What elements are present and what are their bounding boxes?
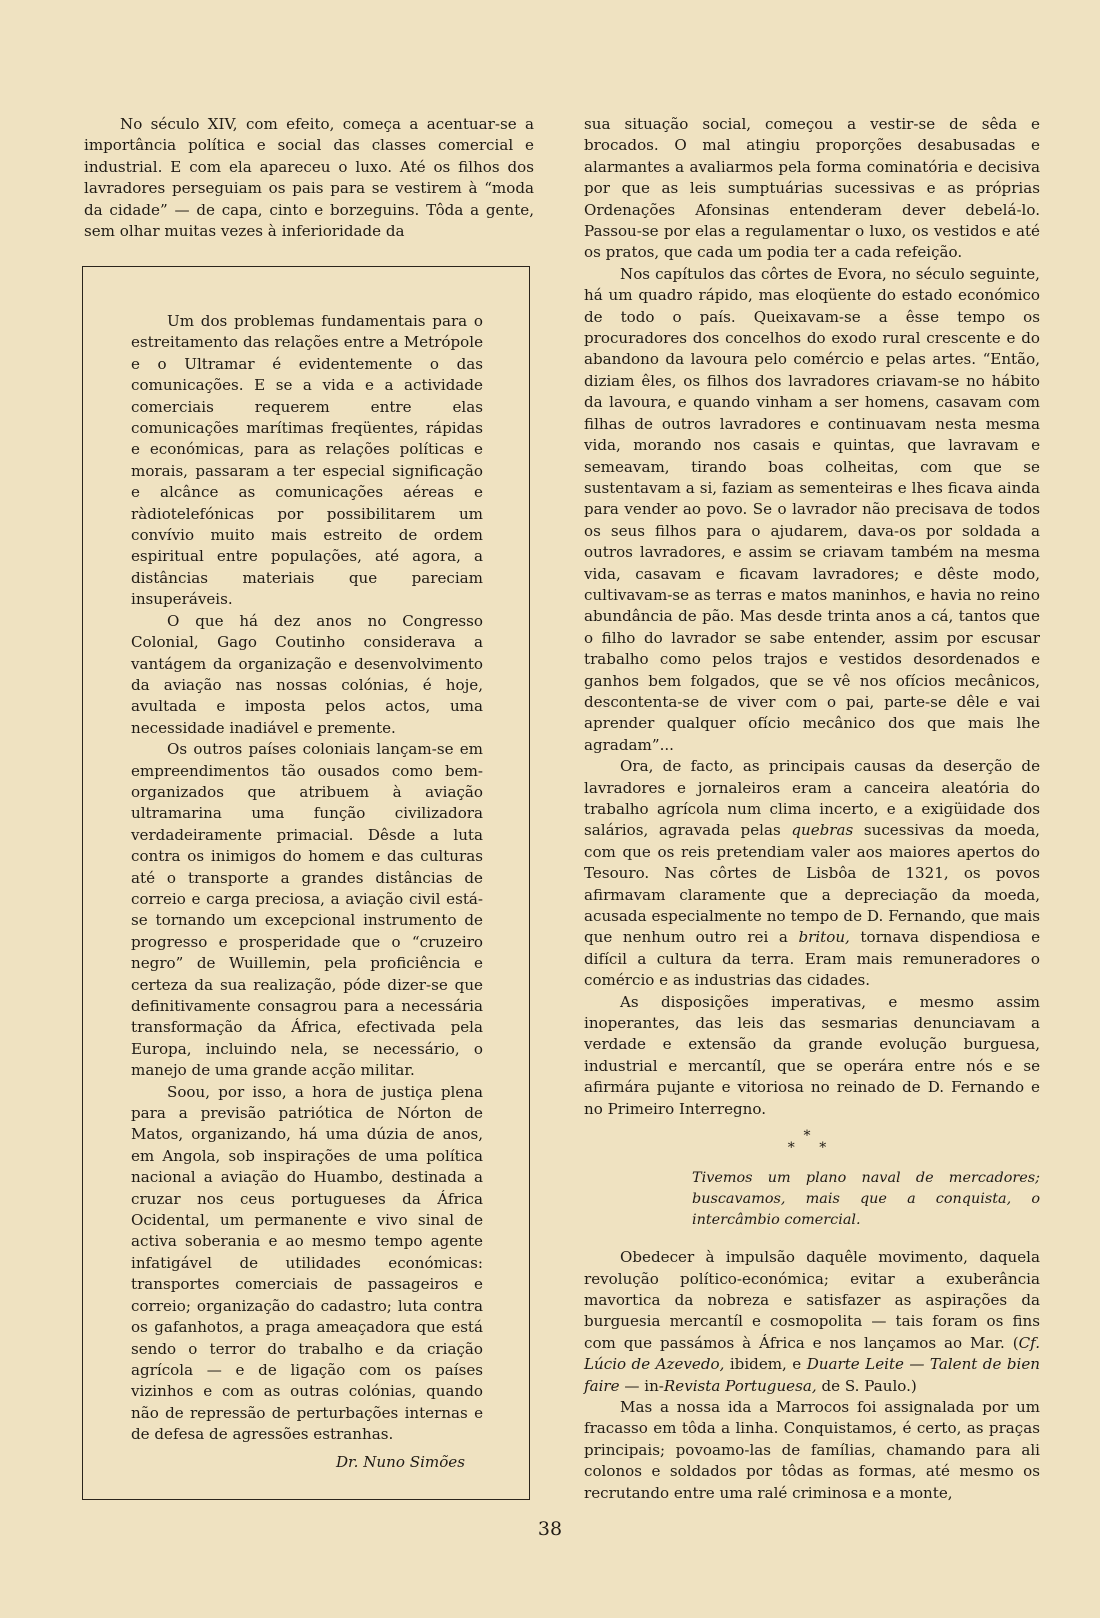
p5-text-c: — in- [619, 1376, 664, 1395]
p3-italic-quebras: quebras [791, 821, 854, 840]
p3-italic-britou: britou, [798, 928, 850, 947]
right-paragraph-1: sua situação social, começou a vestir-se de sêda e brocados. O mal atingiu proporções desabusadas e alarmantes a avaliarmos pela forma cominatória e decisiva por que as leis sumptuárias sucessivas e as próprias Ordenações Afonsinas entenderam dever debelá-lo. Passou-se por elas a regulamentar o luxo, os vestidos e até os pratos, que cada um podia ter a cada refeição. [584, 115, 1040, 262]
boxed-article [82, 266, 530, 1500]
right-paragraph-6: Mas a nossa ida a Marrocos foi assignalada por um fracasso em tôda a linha. Conquistamos, é certo, as praças principais; povoamo-las de famílias, chamando para ali colonos e soldados por tôdas as formas, até mesmo os recrutando entre uma ralé criminosa e a monte, [584, 1397, 1040, 1502]
right-paragraph-4: As disposições imperativas, e mesmo assim inoperantes, das leis das sesmarias denunciavam a verdade e extensão da grande evolução burguesa, industrial e mercantíl, que se operára entre nós e se afirmára pujante e vitoriosa no reinado de D. Fernando e no Primeiro Interregno. [584, 992, 1040, 1118]
right-paragraph-2: Nos capítulos das côrtes de Evora, no século seguinte, há um quadro rápido, mas eloqüente do estado económico de todo o país. Queixavam-se a êsse tempo os procuradores dos concelhos do exodo rural crescente e do abandono da lavoura pelo comércio e pelas artes. “Então, diziam êles, os filhos dos lavradores criavam-se no hábito da lavoura, e quando vinham a ser homens, casavam com filhas de outros lavradores e continuavam nesta mesma vida, morando nos casais e quintas, que lavravam e semeavam, tirando boas colheitas, com que se sustentavam a si, faziam as sementeiras e lhes ficava ainda para vender ao povo. Se o lavrador não precisava de todos os seus filhos para o ajudarem, dava-os por soldada a outros lavradores, e assim se criavam também na mesma vida, casavam e ficavam lavradores; e dêste modo, cultivavam-se as terras e matos maninhos, e havia no reino abundância de pão. Mas desde trinta anos a cá, tantos que o filho do lavrador se sabe entender, assim por escusar trabalho como pelos trajos e vestidos desordenados e ganhos bem folgados, que se vê nos ofícios mecânicos, descontenta-se de viver com o pai, parte-se dêle e vai aprender qualquer ofício mecânico dos que mais lhe agradam”... [584, 264, 1040, 754]
p5-text-a: Obedecer à impulsão daquêle movimento, daquela revolução político-económica; evitar a exuberância mavortica da nobreza e satisfazer as aspirações da burguesia mercantíl e cosmopolita — tais foram os fins com que passámos à África e nos lançamos ao Mar. ( [584, 1248, 1040, 1352]
p5-text-b: ibidem, e [724, 1355, 807, 1374]
p5-italic-duarte: Duarte Leite — Talent de bien faire [584, 1355, 1040, 1395]
p3-text-b: sucessivas da moeda, com que os reis pretendiam valer aos maiores apertos do Tesouro. Nas côrtes de Lisbôa de 1321, os povos afirmavam claramente que a depreciação da moeda, acusada especialmente no tempo de D. Fernando, que mais que nenhum outro rei a [584, 821, 1040, 947]
boxed-article-text [131, 311, 483, 1473]
boxed-paragraph-3: Os outros países coloniais lançam-se em empreendimentos tão ousados como bem-organizados que atribuem à aviação ultramarina uma função civilizadora verdadeiramente primacial. Dêsde a luta contra os inimigos do homem e das culturas até o transporte a grandes distâncias de correio e carga preciosa, a aviação civil está-se tornando um excepcional instrumento de progresso e prosperidade que o “cruzeiro negro” de Wuillemin, pela proficiência e certeza da sua realização, póde dizer-se que definitivamente consagrou para a necessária transformação da África, efectivada pela Europa, incluindo nela, se necessário, o manejo de uma grande acção militar. [131, 740, 483, 1080]
page-number: 38 [537, 1518, 563, 1540]
boxed-paragraph-4: Soou, por isso, a hora de justiça plena para a previsão patriótica de Nórton de Matos, organizando, há uma dúzia de anos, em Angola, sob inspirações de uma política nacional a aviação do Huambo, destinada a cruzar nos ceus portugueses da África Ocidental, um permanente e vivo sinal de activa soberania e ao mesmo tempo agente infatigável de utilidades económicas: transportes comerciais de passageiros e correio; organização do cadastro; luta contra os gafanhotos, a praga ameaçadora que está sendo o terror do trabalho e da criação agrícola — e de ligação com os países vizinhos e com as outras colónias, quando não de repressão de perturbações internas e de defesa de agressões estranhas. [131, 1082, 483, 1444]
right-paragraph-5 [584, 1247, 1040, 1397]
right-column [584, 114, 1040, 1504]
asterism-top: * [803, 1128, 821, 1145]
right-paragraph-3 [584, 756, 1040, 991]
left-column [84, 114, 534, 242]
epigraph: Tivemos um plano naval de mercadores; buscavamos, mais que a conquista, o intercâmbio comercial. [692, 1170, 1040, 1229]
asterism-bottom: * * [787, 1140, 837, 1157]
section-divider-asterism [584, 1128, 1040, 1157]
p5-italic-cf: Cf. Lúcio de Azevedo, [584, 1333, 1040, 1374]
author-signature: Dr. Nuno Simões [335, 1452, 465, 1471]
p3-text-a: Ora, de facto, as principais causas da deserção de lavradores e jornaleiros eram a canceira aleatória do trabalho agrícola num clima incerto, e a exigüidade dos salários, agravada pelas [584, 757, 1040, 840]
boxed-paragraph-2: O que há dez anos no Congresso Colonial, Gago Coutinho considerava a vantágem da organização e desenvolvimento da aviação nas nossas colónias, é hoje, avultada e imposta pelos actos, uma necessidade inadiável e premente. [131, 611, 483, 737]
p3-text-c: tornava dispendiosa e difícil a cultura da terra. Eram mais remuneradores o comércio e as industrias das cidades. [584, 928, 1040, 990]
p5-italic-revista: Revista Portuguesa, [663, 1376, 817, 1395]
boxed-paragraph-1: Um dos problemas fundamentais para o estreitamento das relações entre a Metrópole e o Ultramar é evidentemente o das comunicações. E se a vida e a actividade comerciais requerem entre elas comunicações marítimas freqüentes, rápidas e económicas, para as relações políticas e morais, passaram a ter especial significação e alcânce as comunicações aéreas e ràdiotelefónicas por possibilitarem um convívio muito mais estreito de ordem espiritual entre populações, até agora, a distâncias materiais que pareciam insuperáveis. [131, 312, 483, 609]
intro-paragraph: No século XIV, com efeito, começa a acentuar-se a importância política e social das classes comercial e industrial. E com ela apareceu o luxo. Até os filhos dos lavradores perseguiam os pais para se vestirem à “moda da cidade” — de capa, cinto e borzeguins. Tôda a gente, sem olhar muitas vezes à inferioridade da [84, 115, 534, 241]
p5-text-d: de S. Paulo.) [816, 1376, 917, 1395]
